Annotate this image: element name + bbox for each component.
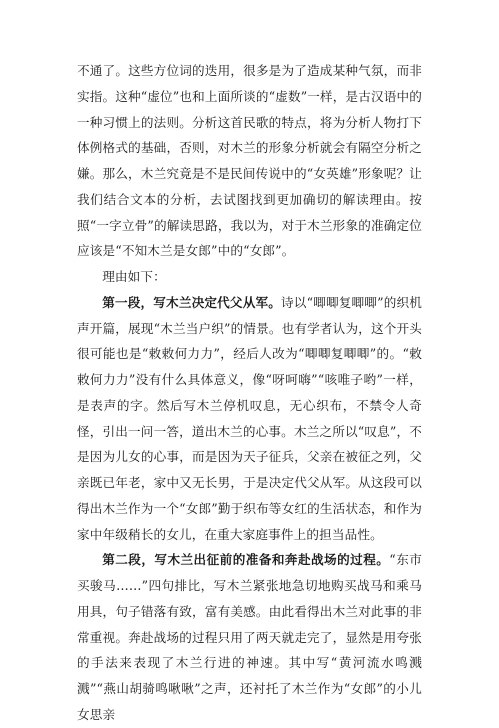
paragraph-1-text: 不通了。这些方位词的迭用，很多是为了造成某种气氛，而非实指。这种“虚位”也和上面所谈的“虚数”一样，是古汉语中的一种习惯上的法则。分析这首民歌的特点，将为分析人物打下体例格式的基础，否则，对木兰的形象分析就会有隔空分析之嫌。那么，木兰究竟是不是民间传说中的“女英雄”形象呢？让我们结合文本的分析，去试图找到更加确切的解读理由。按照“一字立骨”的解读思路，我以为，对于木兰形象的准确定位应该是“不知木兰是女郎”中的“女郎”。: [77, 63, 422, 259]
paragraph-1: [77, 58, 422, 264]
paragraph-2: [77, 264, 422, 290]
paragraph-4: [77, 547, 422, 727]
paragraph-4-bold-lead: 第二段，写木兰出征前的准备和奔赴战场的过程。: [102, 552, 390, 568]
document-body: [77, 58, 422, 728]
paragraph-4-text: “东市买骏马……”四句排比，写木兰紧张地急切地购买战马和乘马用具，句子错落有致，富有美感。由此看得出木兰对此事的非常重视。奔赴战场的过程只用了两天就走完了，显然是用夸张的手法来表现了木兰行进的神速。其中写“黄河流水鸣溅溅”“燕山胡骑鸣啾啾”之声，还衬托了木兰作为“女郎”的小儿女思亲: [77, 552, 422, 722]
paragraph-3-text: 诗以“唧唧复唧唧”的织机声开篇，展现“木兰当户织”的情景。也有学者认为，这个开头很可能也是“敕敕何力力”，经后人改为“唧唧复唧唧”的。“敕敕何力力”没有什么具体意义，像“呀呵嗨”“咳唯子哟”一样，是表声的字。然后写木兰停机叹息，无心织布，不禁令人奇怪，引出一问一答，道出木兰的心事。木兰之所以“叹息”，不是因为儿女的心事，而是因为天子征兵，父亲在被征之列，父亲既已年老，家中又无长男，于是决定代父从军。从这段可以得出木兰作为一个“女郎”勤于织布等女红的生活状态，和作为家中年级稍长的女儿，在重大家庭事件上的担当品性。: [77, 294, 422, 542]
paragraph-3-bold-lead: 第一段，写木兰决定代父从军。: [102, 294, 282, 310]
paragraph-3: [77, 290, 422, 548]
paragraph-2-text: 理由如下：: [102, 269, 166, 284]
